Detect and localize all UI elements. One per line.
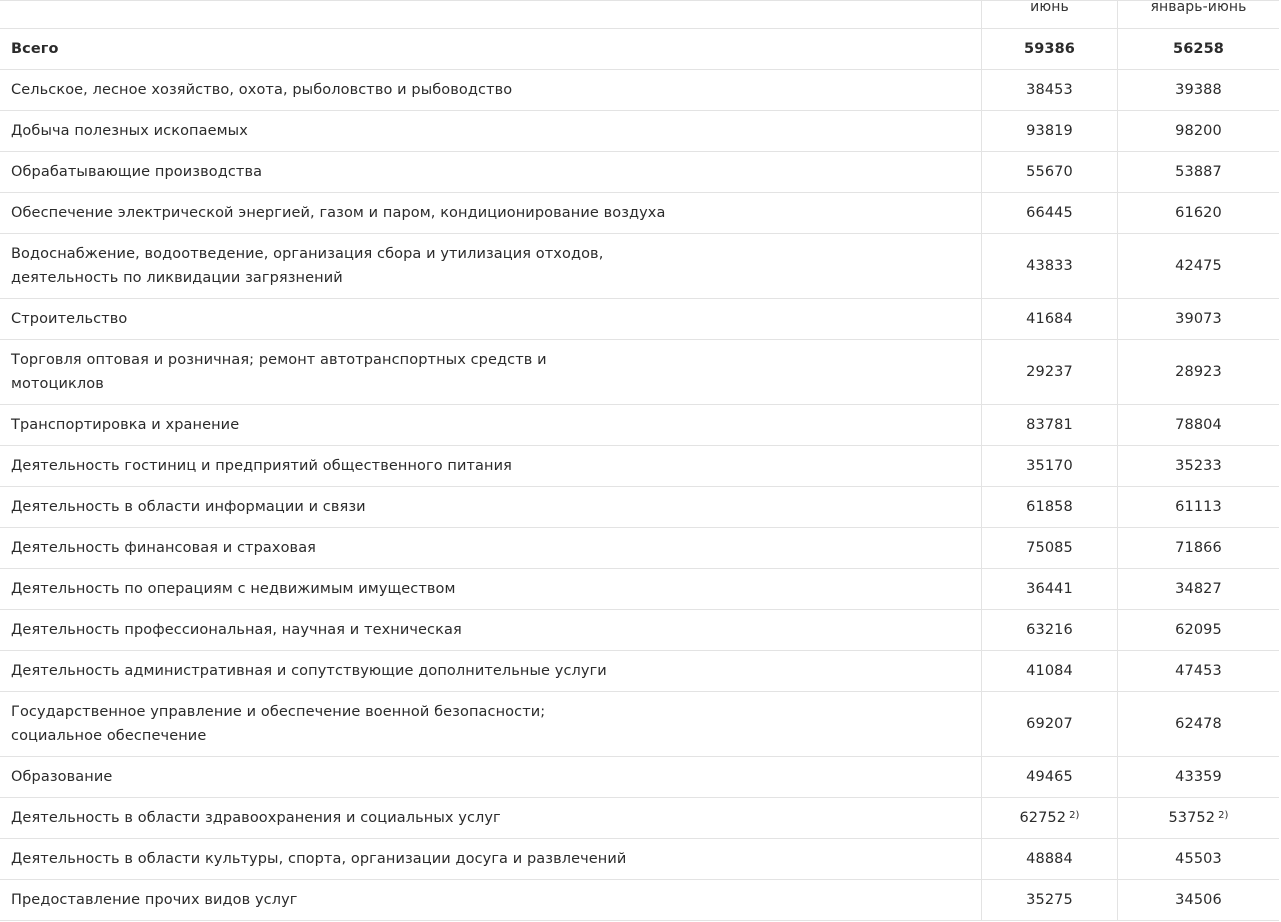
row-jan-june-value: 42475 xyxy=(1117,234,1279,298)
row-name: Образование xyxy=(11,769,113,785)
row-name: Деятельность в области здравоохранения и социальных услуг xyxy=(11,810,501,826)
row-name: Предоставление прочих видов услуг xyxy=(11,892,298,908)
row-june-value: 66445 xyxy=(981,193,1117,233)
row-jan-june-value: 39073 xyxy=(1117,299,1279,339)
row-june-value: 59386 xyxy=(981,29,1117,69)
row-june-value: 69207 xyxy=(981,692,1117,756)
table-row xyxy=(0,234,1279,299)
row-june-value: 61858 xyxy=(981,487,1117,527)
row-name: Добыча полезных ископаемых xyxy=(11,123,248,139)
row-name: Деятельность в области информации и связи xyxy=(11,499,366,515)
table-row xyxy=(0,340,1279,405)
row-jan-june-value: 34827 xyxy=(1117,569,1279,609)
table-row xyxy=(0,798,1279,839)
row-june-value: 41084 xyxy=(981,651,1117,691)
row-jan-june-value: 39388 xyxy=(1117,70,1279,110)
row-name: Обрабатывающие производства xyxy=(11,164,263,180)
table-row xyxy=(0,569,1279,610)
row-june-value: 83781 xyxy=(981,405,1117,445)
row-name: Всего xyxy=(11,41,59,57)
row-june-value: 49465 xyxy=(981,757,1117,797)
row-name-line-2: деятельность по ликвидации загрязнений xyxy=(11,270,343,286)
row-name: Строительство xyxy=(11,311,128,327)
row-name-line-1: Водоснабжение, водоотведение, организация сбора и утилизация отходов, xyxy=(11,246,604,262)
table-row xyxy=(0,405,1279,446)
row-jan-june-value: 61620 xyxy=(1117,193,1279,233)
table-row xyxy=(0,880,1279,921)
header-name-cell xyxy=(0,1,981,28)
row-name: Деятельность профессиональная, научная и техническая xyxy=(11,622,462,638)
row-jan-june-value: 62478 xyxy=(1117,692,1279,756)
row-june-value: 48884 xyxy=(981,839,1117,879)
table-header-row xyxy=(0,1,1279,29)
row-name: Обеспечение электрической энергией, газом и паром, кондиционирование воздуха xyxy=(11,205,666,221)
row-june-value: 43833 xyxy=(981,234,1117,298)
row-jan-june-value: 45503 xyxy=(1117,839,1279,879)
row-jan-june-value: 43359 xyxy=(1117,757,1279,797)
table-row xyxy=(0,152,1279,193)
row-june-value: 41684 xyxy=(981,299,1117,339)
row-june-value: 38453 xyxy=(981,70,1117,110)
row-name: Деятельность в области культуры, спорта, организации досуга и развлечений xyxy=(11,851,627,867)
row-jan-june-value: 62095 xyxy=(1117,610,1279,650)
table-row xyxy=(0,839,1279,880)
row-jan-june-value: 35233 xyxy=(1117,446,1279,486)
table-row xyxy=(0,528,1279,569)
table-row xyxy=(0,757,1279,798)
row-name: Деятельность гостиниц и предприятий общественного питания xyxy=(11,458,512,474)
row-name-line-2: социальное обеспечение xyxy=(11,728,207,744)
footnote-mark: 2) xyxy=(1218,809,1229,821)
table-row xyxy=(0,446,1279,487)
row-name xyxy=(0,340,981,404)
row-jan-june-value: 53887 xyxy=(1117,152,1279,192)
row-june-value: 63216 xyxy=(981,610,1117,650)
footnote-mark: 2) xyxy=(1069,809,1080,821)
row-june-value: 29237 xyxy=(981,340,1117,404)
table-row xyxy=(0,299,1279,340)
header-june: июнь xyxy=(981,0,1117,28)
row-jan-june-value: 56258 xyxy=(1117,29,1279,69)
row-june-value: 75085 xyxy=(981,528,1117,568)
row-name: Сельское, лесное хозяйство, охота, рыболовство и рыбоводство xyxy=(11,82,513,98)
row-jan-june-value: 28923 xyxy=(1117,340,1279,404)
row-name: Деятельность финансовая и страховая xyxy=(11,540,316,556)
row-jan-june-value: 61113 xyxy=(1117,487,1279,527)
row-name-line-1: Государственное управление и обеспечение военной безопасности; xyxy=(11,704,546,720)
row-june-value: 93819 xyxy=(981,111,1117,151)
table-row xyxy=(0,692,1279,757)
row-june-value: 62752 xyxy=(1019,810,1067,826)
table-row xyxy=(0,610,1279,651)
header-jan-june: январь-июнь xyxy=(1117,0,1279,28)
row-name xyxy=(0,234,981,298)
row-name xyxy=(0,692,981,756)
row-jan-june-value: 98200 xyxy=(1117,111,1279,151)
table-row xyxy=(0,193,1279,234)
row-jan-june-value: 53752 xyxy=(1168,810,1216,826)
row-jan-june-value: 34506 xyxy=(1117,880,1279,920)
row-june-value-cell xyxy=(981,798,1117,838)
row-jan-june-value: 71866 xyxy=(1117,528,1279,568)
row-june-value: 55670 xyxy=(981,152,1117,192)
table-row xyxy=(0,70,1279,111)
table-row xyxy=(0,651,1279,692)
row-name: Транспортировка и хранение xyxy=(11,417,240,433)
row-name-line-2: мотоциклов xyxy=(11,376,104,392)
table-row xyxy=(0,111,1279,152)
row-name: Деятельность по операциям с недвижимым имуществом xyxy=(11,581,456,597)
row-jan-june-value-cell xyxy=(1117,798,1279,838)
row-june-value: 35170 xyxy=(981,446,1117,486)
row-jan-june-value: 78804 xyxy=(1117,405,1279,445)
table-row xyxy=(0,487,1279,528)
row-june-value: 36441 xyxy=(981,569,1117,609)
row-jan-june-value: 47453 xyxy=(1117,651,1279,691)
row-name-line-1: Торговля оптовая и розничная; ремонт автотранспортных средств и xyxy=(11,352,547,368)
row-name: Деятельность административная и сопутствующие дополнительные услуги xyxy=(11,663,607,679)
row-june-value: 35275 xyxy=(981,880,1117,920)
table-row-total xyxy=(0,29,1279,70)
